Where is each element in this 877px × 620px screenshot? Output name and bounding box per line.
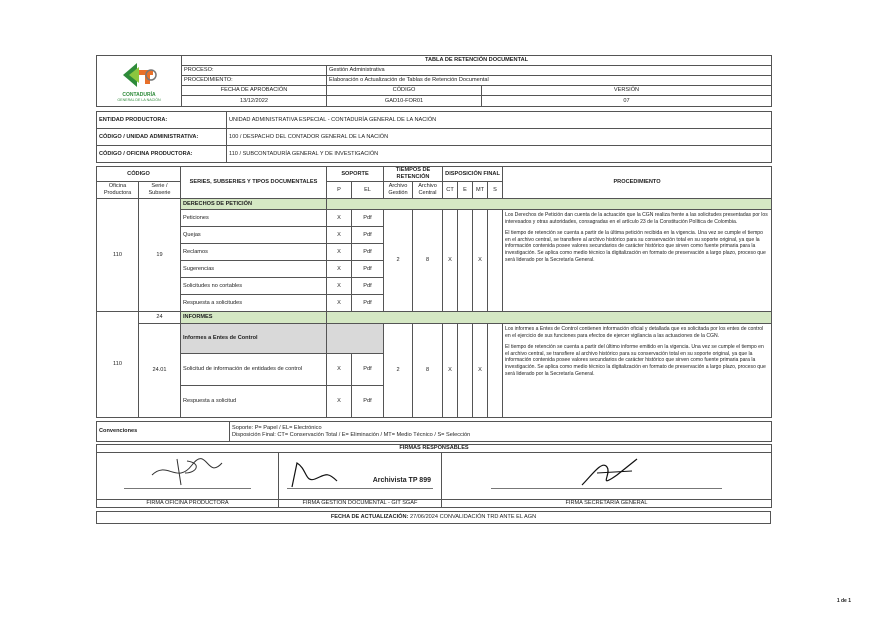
- trd-sheet: [96, 55, 771, 524]
- logo: [97, 56, 182, 107]
- p-cell: X: [327, 354, 352, 386]
- el-cell: Pdf: [352, 210, 384, 227]
- signature-oficina-label: FIRMA OFICINA PRODUCTORA: [97, 500, 279, 508]
- el-cell: Pdf: [352, 295, 384, 312]
- mt-header: MT: [473, 182, 488, 199]
- cgn-logo-icon: [115, 61, 163, 89]
- el-cell: Pdf: [352, 278, 384, 295]
- update-row: [97, 512, 771, 524]
- group2-sub-band: [327, 324, 384, 354]
- disposicion-header: DISPOSICIÓN FINAL: [443, 167, 503, 182]
- p-cell: X: [327, 278, 352, 295]
- table-row: Reclamos: [181, 244, 327, 261]
- table-row: Peticiones: [181, 210, 327, 227]
- oficina-label: CÓDIGO / OFICINA PRODUCTORA:: [97, 146, 227, 163]
- group1-band: [327, 199, 772, 210]
- archivista-stamp: Archivista TP 899: [372, 477, 431, 484]
- group1-serie-name: DERECHOS DE PETICIÓN: [181, 199, 327, 210]
- conventions-label: Convenciones: [97, 422, 230, 442]
- archivo-gestion-header: Archivo Gestión: [384, 182, 413, 199]
- procedimiento-header: PROCEDIMIENTO: [503, 167, 772, 199]
- page-number: 1 de 1: [836, 598, 851, 604]
- codigo-value: GAD10-FOR01: [327, 96, 482, 107]
- fecha-value: 13/12/2022: [182, 96, 327, 107]
- group2-procedimiento: [503, 324, 772, 418]
- ct-header: CT: [443, 182, 458, 199]
- group1-proc-2: El tiempo de retención se cuenta a partir de la última petición recibida en la vigencia. Una vez se cumple el tiempo en el archivo central, se transfiere al archivo histórico para su conservación total en su soporte original, ya que la información contenida posee valores secundarios de carácter histórico que sirven como fuente primaria para la investigación. Se aplica como medio técnico la digitalización en formato de preservación a largo plazo, proceso que será liderado por la Secretaría General.: [505, 230, 766, 263]
- signature-oficina: [97, 453, 279, 500]
- group2-band: [327, 312, 772, 324]
- update-label: FECHA DE ACTUALIZACIÓN:: [330, 514, 409, 520]
- group1-ct: X: [443, 210, 458, 312]
- group2-e: [458, 324, 473, 418]
- table-row: Respuesta a solicitud: [181, 386, 327, 418]
- tiempos-header: TIEMPOS DE RETENCIÓN: [384, 167, 443, 182]
- group1-e: [458, 210, 473, 312]
- logo-text: CONTADURÍA: [122, 91, 156, 98]
- conventions-value: [230, 422, 772, 442]
- group2-sub-code: 24.01: [139, 324, 181, 418]
- logo-subtext: GENERAL DE LA NACIÓN: [117, 97, 161, 102]
- signature-2-icon: [287, 459, 347, 489]
- proceso-label: PROCESO:: [182, 66, 327, 76]
- p-cell: X: [327, 210, 352, 227]
- update-table: [96, 511, 771, 524]
- procedimiento-label: PROCEDIMIENTO:: [182, 76, 327, 86]
- table-row: Solicitudes no cortables: [181, 278, 327, 295]
- group2-proc-1: Los informes a Entes de Control contienen información oficial y detallada que es solicitada por los entes de control en el ejercicio de sus funciones para efectos de ejercer vigilancia a las actuaciones de la CGN.: [505, 326, 764, 339]
- table-row: Solicitud de información de entidades de control: [181, 354, 327, 386]
- codigo-header: CÓDIGO: [97, 167, 181, 182]
- group2-serie-code: 24: [139, 312, 181, 324]
- signatures-title: FIRMAS RESPONSABLES: [97, 445, 772, 453]
- el-cell: Pdf: [352, 386, 384, 418]
- document-title: TABLA DE RETENCIÓN DOCUMENTAL: [182, 56, 772, 66]
- group1-ag: 2: [384, 210, 413, 312]
- series-header: SERIES, SUBSERIES Y TIPOS DOCUMENTALES: [181, 167, 327, 199]
- unidad-value: 100 / DESPACHO DEL CONTADOR GENERAL DE LA NACIÓN: [227, 129, 772, 146]
- signature-secretaria-label: FIRMA SECRETARÍA GENERAL: [442, 500, 772, 508]
- el-cell: Pdf: [352, 261, 384, 278]
- conventions-table: [96, 421, 772, 442]
- fecha-label: FECHA DE APROBACIÓN: [182, 86, 327, 96]
- el-header: EL: [352, 182, 384, 199]
- group2-serie-name: INFORMES: [181, 312, 327, 324]
- serie-subserie-header: Serie / Subserie: [139, 182, 181, 199]
- table-row: Quejas: [181, 227, 327, 244]
- e-header: E: [458, 182, 473, 199]
- conventions-line1: Soporte: P= Papel / EL= Electrónico: [232, 424, 322, 431]
- group2-oficina: 110: [97, 312, 139, 418]
- entidad-label: ENTIDAD PRODUCTORA:: [97, 112, 227, 129]
- group2-proc-2: El tiempo de retención se cuenta a partir del último informe emitido en la vigencia. Una vez se cumple el tiempo en el archivo central, se transfiere al archivo histórico para su conservación total en su soporte original, ya que la información contenida posee valores secundarios de carácter histórico que sirven como fuente primaria para la investigación. Se aplica como medio técnico la digitalización en formato de preservación a largo plazo, proceso que será liderado por la Secretaría General.: [505, 344, 766, 377]
- group2-s: [488, 324, 503, 418]
- group2-ct: X: [443, 324, 458, 418]
- signature-secretaria: [442, 453, 772, 500]
- group1-proc-1: Los Derechos de Petición dan cuenta de la actuación que la CGN realiza frente a las solicitudes presentadas por los interesados y otras autoridades, consagradas en el artículo 23 de la Constitución Política de Colombia.: [505, 212, 768, 225]
- s-header: S: [488, 182, 503, 199]
- archivo-central-header: Archivo Central: [413, 182, 443, 199]
- group2-ac: 8: [413, 324, 443, 418]
- procedimiento-value: Elaboración o Actualización de Tablas de Retención Documental: [327, 76, 772, 86]
- table-row: Respuesta a solicitudes: [181, 295, 327, 312]
- signatures-table: [96, 444, 772, 508]
- group2-mt: X: [473, 324, 488, 418]
- group2-sub-name: Informes a Entes de Control: [181, 324, 327, 354]
- soporte-header: SOPORTE: [327, 167, 384, 182]
- entity-table: [96, 111, 772, 163]
- p-cell: X: [327, 261, 352, 278]
- el-cell: Pdf: [352, 354, 384, 386]
- el-cell: Pdf: [352, 244, 384, 261]
- signature-gestion-label: FIRMA GESTIÓN DOCUMENTAL - GIT SGAF: [279, 500, 442, 508]
- oficina-value: 110 / SUBCONTADURÍA GENERAL Y DE INVESTIGACIÓN: [227, 146, 772, 163]
- codigo-label: CÓDIGO: [327, 86, 482, 96]
- p-cell: X: [327, 227, 352, 244]
- header-table: [96, 55, 772, 107]
- group1-mt: X: [473, 210, 488, 312]
- group2-ag: 2: [384, 324, 413, 418]
- group1-s: [488, 210, 503, 312]
- p-cell: X: [327, 386, 352, 418]
- group1-ac: 8: [413, 210, 443, 312]
- group1-oficina: 110: [97, 199, 139, 312]
- el-cell: Pdf: [352, 227, 384, 244]
- version-label: VERSIÓN: [482, 86, 772, 96]
- group1-serie-code: 19: [139, 199, 181, 312]
- signature-1-icon: [147, 455, 227, 487]
- proceso-value: Gestión Administrativa: [327, 66, 772, 76]
- version-value: 07: [482, 96, 772, 107]
- trd-table: [96, 166, 772, 418]
- table-row: Sugerencias: [181, 261, 327, 278]
- unidad-label: CÓDIGO / UNIDAD ADMINISTRATIVA:: [97, 129, 227, 146]
- conventions-line2: Disposición Final: CT= Conservación Total / E= Eliminación / MT= Medio Técnico / S= Selección: [232, 431, 471, 438]
- signature-gestion: [279, 453, 442, 500]
- group1-procedimiento: [503, 210, 772, 312]
- update-value: 27/06/2024 CONVALIDACIÓN TRD ANTE EL AGN: [410, 514, 537, 520]
- p-cell: X: [327, 295, 352, 312]
- p-header: P: [327, 182, 352, 199]
- oficina-productora-header: Oficina Productora: [97, 182, 139, 199]
- signature-3-icon: [577, 455, 647, 491]
- entidad-value: UNIDAD ADMINISTRATIVA ESPECIAL - CONTADURÍA GENERAL DE LA NACIÓN: [227, 112, 772, 129]
- p-cell: X: [327, 244, 352, 261]
